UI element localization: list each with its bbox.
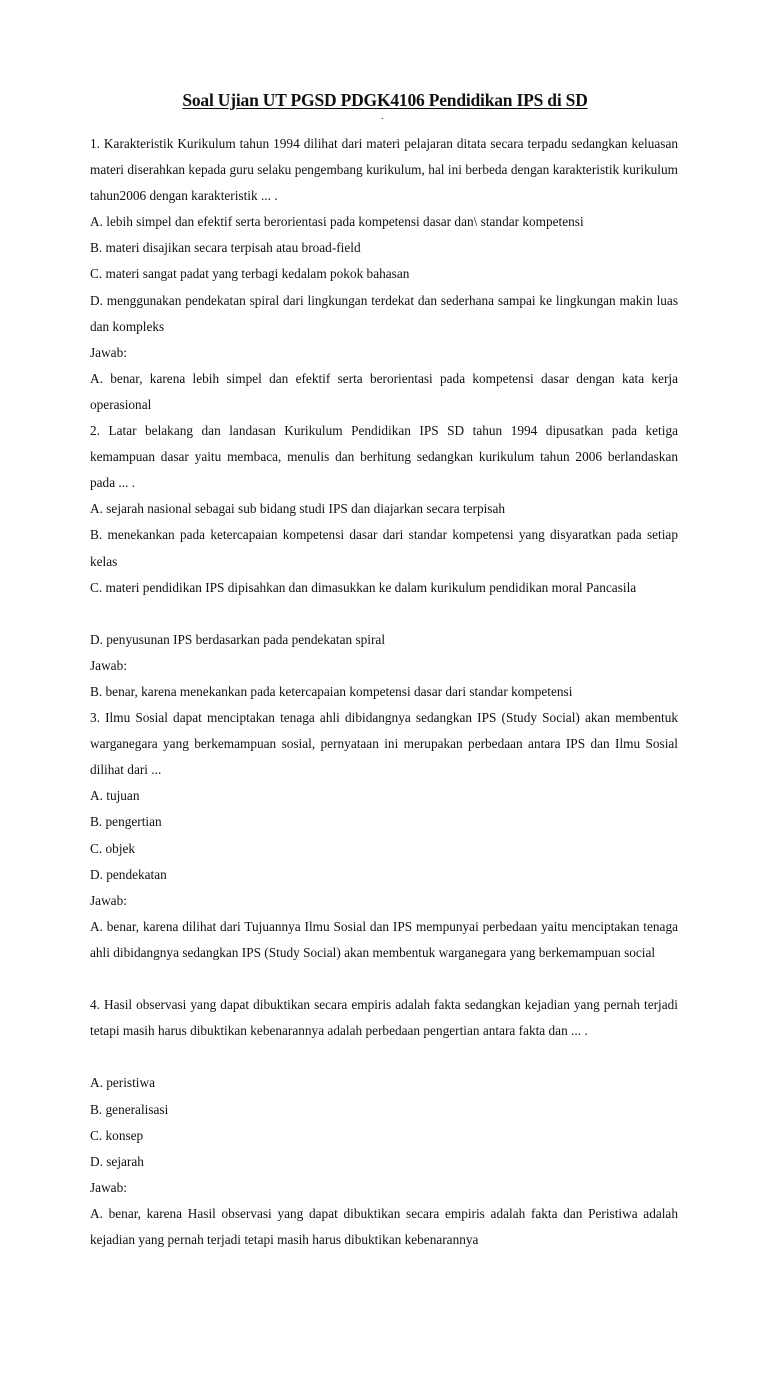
question-3-option-c: C. objek	[90, 840, 136, 856]
question-3-answer-label: Jawab:	[90, 892, 127, 908]
question-3-answer: A. benar, karena dilihat dari Tujuannya Ilmu Sosial dan IPS mempunyai perbedaan yaitu menciptakan tenaga ahli dibidangnya sedangkan IPS (Study Social) akan membentuk warganegara yang berkemampuan social	[90, 918, 678, 960]
question-1-answer: A. benar, karena lebih simpel dan efektif serta berorientasi pada kompetensi dasar dengan kata kerja operasional	[90, 370, 678, 412]
question-4-option-b: B. generalisasi	[90, 1101, 169, 1117]
question-4-option-c: C. konsep	[90, 1127, 144, 1143]
question-1-option-b: B. materi disajikan secara terpisah atau broad-field	[90, 240, 361, 256]
question-3-option-b: B. pengertian	[90, 814, 162, 830]
question-1-option-d: D. menggunakan pendekatan spiral dari lingkungan terdekat dan sederhana sampai ke lingkungan makin luas dan kompleks	[90, 292, 678, 334]
question-1-option-a: A. lebih simpel dan efektif serta berorientasi pada kompetensi dasar dan\ standar kompetensi	[90, 214, 584, 230]
document-body	[90, 131, 678, 1253]
question-1-text: 1. Karakteristik Kurikulum tahun 1994 dilihat dari materi pelajaran ditata secara terpadu sedangkan keluasan materi diserahkan kepada guru selaku pengembang kurikulum, hal ini berbeda dengan karakteristik kurikulum tahun2006 dengan karakteristik ... .	[90, 136, 678, 204]
question-2-answer-label: Jawab:	[90, 657, 127, 673]
title-dot: .	[381, 111, 384, 122]
page-title: Soal Ujian UT PGSD PDGK4106 Pendidikan IPS di SD	[182, 90, 588, 110]
question-4-text: 4. Hasil observasi yang dapat dibuktikan secara empiris adalah fakta sedangkan kejadian yang pernah terjadi tetapi masih harus dibuktikan kebenarannya adalah perbedaan pengertian antara fakta dan ... .	[90, 997, 678, 1039]
question-2-option-b: B. menekankan pada ketercapaian kompetensi dasar dari standar kompetensi yang disyaratkan pada setiap kelas	[90, 527, 678, 569]
question-1-option-c: C. materi sangat padat yang terbagi kedalam pokok bahasan	[90, 266, 410, 282]
question-4-option-d: D. sejarah	[90, 1153, 144, 1169]
question-4-answer-label: Jawab:	[90, 1179, 127, 1195]
question-2-text: 2. Latar belakang dan landasan Kurikulum Pendidikan IPS SD tahun 1994 dipusatkan pada ketiga kemampuan dasar yaitu membaca, menulis dan berhitung sedangkan kurikulum tahun 2006 berlandaskan pada ... .	[90, 423, 678, 491]
question-2-option-c: C. materi pendidikan IPS dipisahkan dan dimasukkan ke dalam kurikulum pendidikan moral Pancasila	[90, 579, 637, 595]
question-3-option-d: D. pendekatan	[90, 866, 167, 882]
question-1-answer-label: Jawab:	[90, 344, 127, 360]
question-2-option-a: A. sejarah nasional sebagai sub bidang studi IPS dan diajarkan secara terpisah	[90, 501, 506, 517]
question-4-option-a: A. peristiwa	[90, 1075, 155, 1091]
question-2-answer: B. benar, karena menekankan pada ketercapaian kompetensi dasar dari standar kompetensi	[90, 684, 573, 699]
question-4-answer: A. benar, karena Hasil observasi yang dapat dibuktikan secara empiris adalah fakta dan Peristiwa adalah kejadian yang pernah terjadi tetapi masih harus dibuktikan kebenarannya	[90, 1205, 678, 1248]
question-2-option-d: D. penyusunan IPS berdasarkan pada pendekatan spiral	[90, 631, 386, 647]
question-3-option-a: A. tujuan	[90, 788, 140, 804]
question-3-text: 3. Ilmu Sosial dapat menciptakan tenaga ahli dibidangnya sedangkan IPS (Study Social) akan membentuk warganegara yang berkemampuan sosial, pernyataan ini merupakan perbedaan antara IPS dan Ilmu Sosial dilihat dari ...	[90, 710, 678, 778]
